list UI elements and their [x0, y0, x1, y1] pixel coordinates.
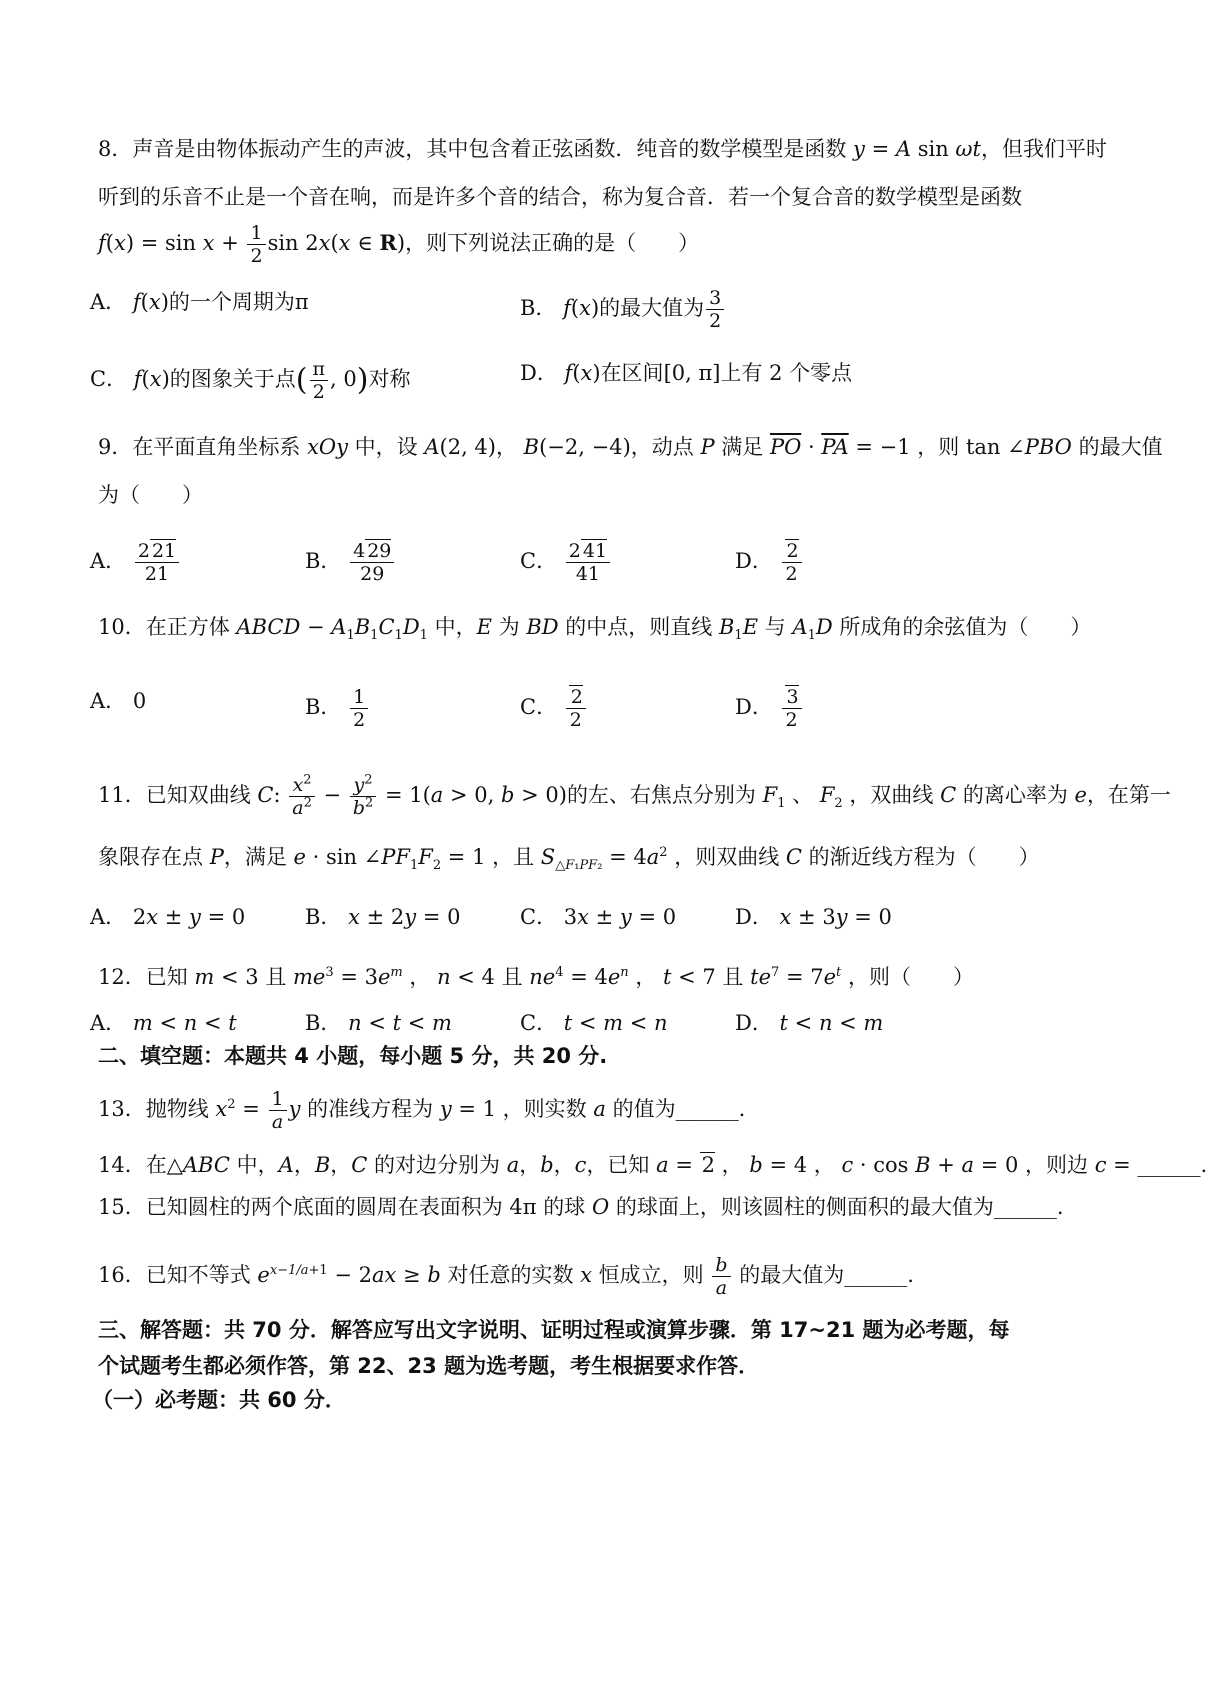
q9-option-b: B． $\frac{4 29}{29}$ [305, 540, 396, 585]
q16-stem: 16．已知不等式 $e^{x-1/a+1} - 2ax \ge b$ 对任意的实数 x 恒成立，则 $\frac{b}{a}$ 的最大值为______. [98, 1254, 914, 1299]
q11-option-a: A． 2x ± y = 0 [90, 905, 246, 929]
q8-option-c: C． f(x)的图象关于点( $\frac{\pi}{2}$ , 0)对称 [90, 358, 411, 403]
section-2-heading: 二、填空题：本题共 4 小题，每小题 5 分，共 20 分. [98, 1044, 608, 1068]
q12-option-a: A． m < n < t [90, 1011, 237, 1035]
q10-option-d: D． $\frac{3}{2}$ [735, 686, 804, 731]
q12-option-c: C． t < m < n [520, 1011, 668, 1035]
q8-option-b: B． f(x)的最大值为 $\frac{3}{2}$ [520, 287, 726, 332]
q10-stem: 10．在正方体 ABCD − $A_1B_1C_1D_1$ 中，E 为 BD 的中点，则直线 $B_1E$ 与 $A_1D$ 所成角的余弦值为（ ） [98, 615, 1092, 644]
q10-option-c: C． $\frac{2}{2}$ [520, 686, 588, 731]
q12-stem: 12．已知 m < 3 且 $me^3 = 3e^m$ ， n < 4 且 $ne^4 = 4e^n$ ， t < 7 且 $te^7 = 7e^t$ ，则（ ） [98, 965, 974, 989]
subsection-required-heading: （一）必考题：共 60 分． [92, 1388, 346, 1412]
q12-option-b: B． n < t < m [305, 1011, 452, 1035]
q11-stem-line2: 象限存在点 P，满足 $e \cdot \sin \angle PF_1F_2 = 1$ ，且 $S_{\triangle F_1PF_2} = 4a^2$ ，则双曲线 C 的渐近线方程为（ ） [98, 845, 1040, 874]
q11-option-c: C． 3x ± y = 0 [520, 905, 677, 929]
q14-stem: 14．在△ABC 中，A，B，C 的对边分别为 a，b，c，已知 a = 2 ， b = 4 ， c · cos B + a = 0 ，则边 c = ______. [98, 1153, 1207, 1177]
q11-option-b: B． x ± 2y = 0 [305, 905, 461, 929]
q9-option-c: C． $\frac{2 41}{41}$ [520, 540, 612, 585]
q9-stem-line2: 为（ ） [98, 483, 203, 507]
q9-option-a: A． $\frac{2 21}{21}$ [90, 540, 181, 585]
q9-stem-line1: 9．在平面直角坐标系 xOy 中，设 A(2, 4)， B(−2, −4)，动点 P 满足 $\overline{PO} \cdot \overline{PA} = -1$ ，则 tan ∠PBO 的最大值 [98, 435, 1163, 459]
q8-option-d: D． f(x)在区间[0, π]上有 2 个零点 [520, 361, 853, 385]
q15-stem: 15．已知圆柱的两个底面的圆周在表面积为 4π 的球 O 的球面上，则该圆柱的侧面积的最大值为______. [98, 1195, 1064, 1219]
q10-option-b: B． $\frac{1}{2}$ [305, 686, 370, 731]
section-3-heading-line1: 三、解答题：共 70 分．解答应写出文字说明、证明过程或演算步骤．第 17~21 题为必考题，每 [98, 1318, 1010, 1342]
q8-stem-line3: f(x) = sin x + $\frac{1}{2}$ sin 2x(x ∈ R)，则下列说法正确的是（ ） [98, 222, 700, 267]
q11-option-d: D． x ± 3y = 0 [735, 905, 892, 929]
q13-stem: 13．抛物线 $x^2$ = $\frac{1}{a}$ y 的准线方程为 y = 1 ，则实数 a 的值为______. [98, 1088, 746, 1133]
q10-option-a: A． 0 [90, 689, 147, 713]
q12-option-d: D． t < n < m [735, 1011, 884, 1035]
section-3-heading-line2: 个试题考生都必须作答，第 22、23 题为选考题，考生根据要求作答． [98, 1354, 760, 1378]
q8-stem-line1: 8．声音是由物体振动产生的声波，其中包含着正弦函数．纯音的数学模型是函数 y = A sin ωt，但我们平时 [98, 137, 1107, 161]
q11-stem-line1: 11．已知双曲线 C: $\frac{x^2}{a^2}$ − $\frac{y^2}{b^2}$ = 1(a > 0, b > 0)的左、右焦点分别为 $F_1$ 、 $F_2$ ，双曲线 C 的离心率为 e，在第一 [98, 772, 1171, 819]
q8-option-a: A． f(x)的一个周期为π [90, 290, 309, 314]
q9-option-d: D． $\frac{2}{2}$ [735, 540, 804, 585]
q8-stem-line2: 听到的乐音不止是一个音在响，而是许多个音的结合，称为复合音．若一个复合音的数学模型是函数 [98, 185, 1022, 209]
